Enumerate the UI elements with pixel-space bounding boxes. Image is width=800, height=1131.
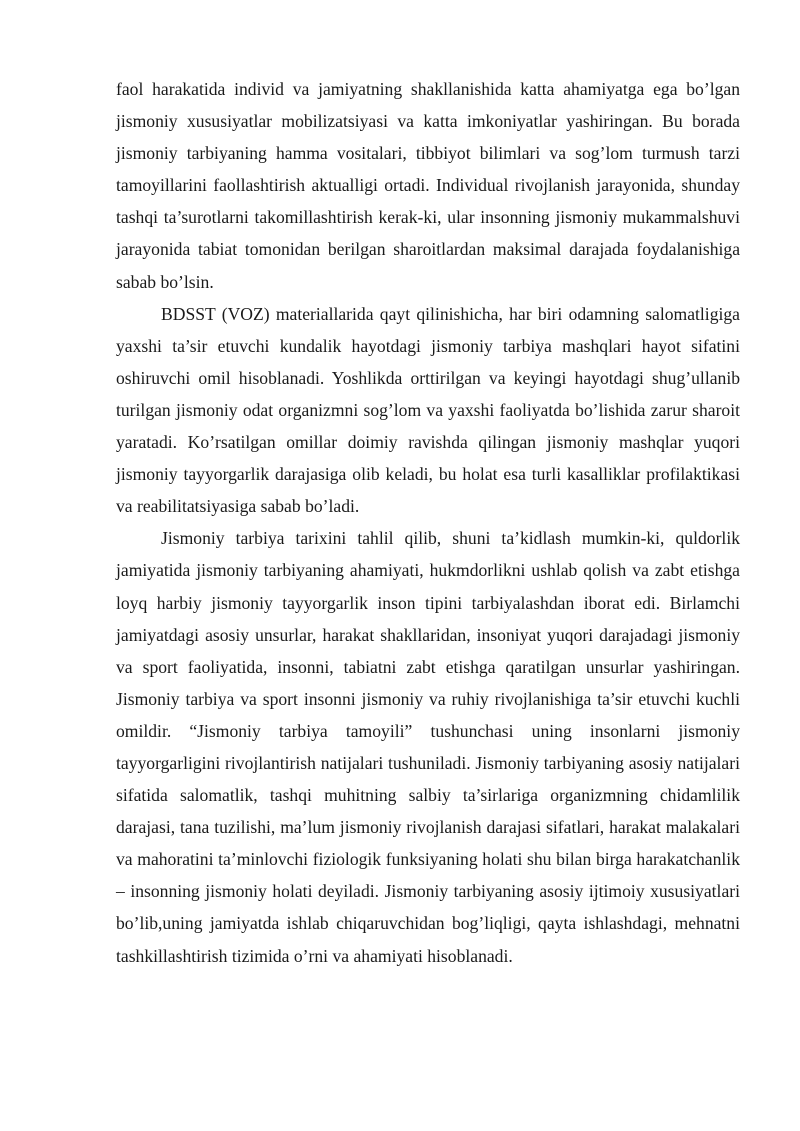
document-page [116, 73, 740, 972]
paragraph-continuation: faol harakatida individ va jamiyatning shakllanishida katta ahamiyatga ega bo’lgan jismoniy xususiyatlar mobilizatsiyasi va katta imkoniyatlar yashiringan. Bu borada jismoniy tarbiyaning hamma vositalari, tibbiyot bilimlari va sog’lom turmush tarzi tamoyillarini faollashtirish aktualligi ortadi. Individual rivojlanish jarayonida, shunday tashqi ta’surotlarni takomillashtirish kerak-ki, ular insonning jismoniy mukammalshuvi jarayonida tabiat tomonidan berilgan sharoitlardan maksimal darajada foydalanishiga sabab bo’lsin. [116, 79, 740, 292]
paragraph-history: Jismoniy tarbiya tarixini tahlil qilib, shuni ta’kidlash mumkin-ki, quldorlik jamiyatida jismoniy tarbiyaning ahamiyati, hukmdorlikni ushlab qolish va zabt etishga loyq harbiy jismoniy tayyorgarlik inson tipini tarbiyalashdan iborat edi. Birlamchi jamiyatdagi asosiy unsurlar, harakat shakllaridan, insoniyat yuqori darajadagi jismoniy va sport faoliyatida, insonni, tabiatni zabt etishga qaratilgan unsurlar yashiringan. Jismoniy tarbiya va sport insonni jismoniy va ruhiy rivojlanishiga ta’sir etuvchi kuchli omildir. “Jismoniy tarbiya tamoyili” tushunchasi uning insonlarni jismoniy tayyorgarligini rivojlantirish natijalari tushuniladi. Jismoniy tarbiyaning asosiy natijalari sifatida salomatlik, tashqi muhitning salbiy ta’sirlariga organizmning chidamlilik darajasi, tana tuzilishi, ma’lum jismoniy rivojlanish darajasi sifatlari, harakat malakalari va mahoratini ta’minlovchi fiziologik funksiyaning holati shu bilan birga harakatchanlik – insonning jismoniy holati deyiladi. Jismoniy tarbiyaning asosiy ijtimoiy xususiyatlari bo’lib,uning jamiyatda ishlab chiqaruvchidan bog’liqligi, qayta ishlashdagi, mehnatni tashkillashtirish tizimida o’rni va ahamiyati hisoblanadi. [116, 528, 740, 966]
paragraph-bdsst: BDSST (VOZ) materiallarida qayt qilinishicha, har biri odamning salomatligiga yaxshi ta’sir etuvchi kundalik hayotdagi jismoniy tarbiya mashqlari hayot sifatini oshiruvchi omil hisoblanadi. Yoshlikda orttirilgan va keyingi hayotdagi shug’ullanib turilgan jismoniy odat organizmni sog’lom va yaxshi faoliyatda bo’lishida zarur sharoit yaratadi. Ko’rsatilgan omillar doimiy ravishda qilingan jismoniy mashqlar yuqori jismoniy tayyorgarlik darajasiga olib keladi, bu holat esa turli kasalliklar profilaktikasi va reabilitatsiyasiga sabab bo’ladi. [116, 303, 740, 517]
